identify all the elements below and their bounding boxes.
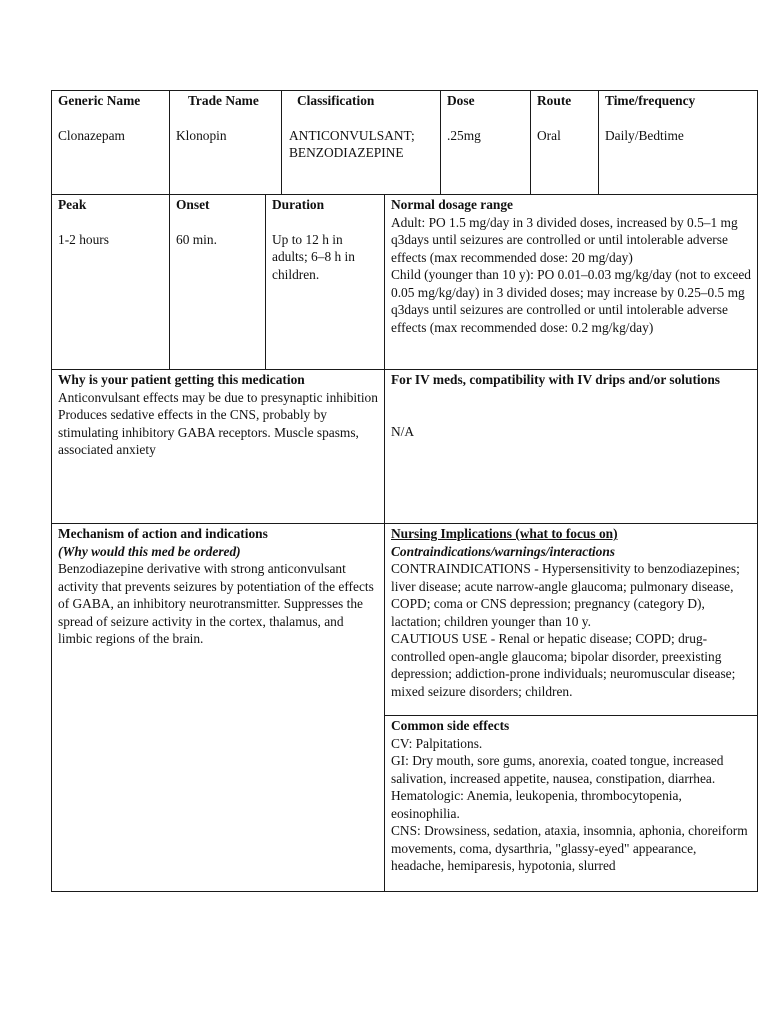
iv-compatibility-header: For IV meds, compatibility with IV drips and/or solutions [391,372,720,387]
mechanism-subheader: (Why would this med be ordered) [58,543,241,559]
peak-header: Peak [58,197,87,212]
nursing-implications-cell [384,523,758,716]
nursing-implications-subheader: Contraindications/warnings/interactions [391,543,615,559]
contraindications-text: CONTRAINDICATIONS - Hypersensitivity to benzodiazepines; liver disease; acute narrow-angle glaucoma; pulmonary disease, COPD; coma or CNS depression; pregnancy (category D), lactation; children younger than 10 y. [391,561,740,629]
generic-name-header: Generic Name [58,93,141,108]
side-effects-cv: CV: Palpitations. [391,735,483,751]
why-medication-header: Why is your patient getting this medication [58,372,305,387]
dose-cell [440,90,531,195]
onset-header: Onset [176,197,210,212]
side-effects-header: Common side effects [391,718,510,733]
onset-cell [169,194,266,370]
mechanism-text: Benzodiazepine derivative with strong anticonvulsant activity that prevents seizures by potentiation of the effects of GABA, an inhibitory neurotransmitter. Suppresses the spread of seizure activity in the cortex, thalamus, and limbic regions of the brain. [58,561,374,646]
route-header: Route [537,93,572,108]
side-effects-gi: GI: Dry mouth, sore gums, anorexia, coated tongue, increased salivation, increased appetite, nausea, constipation, diarrhea. [391,753,724,786]
classification-value-line2: BENZODIAZEPINE [289,145,404,160]
time-frequency-value: Daily/Bedtime [605,127,684,143]
time-frequency-header: Time/frequency [605,93,696,108]
side-effects-cell [384,715,758,892]
classification-cell [281,90,441,195]
normal-dosage-adult: Adult: PO 1.5 mg/day in 3 divided doses, increased by 0.5–1 mg q3days until seizures are controlled or until intolerable adverse effects (max recommended dose: 20 mg/day) [391,214,738,265]
dose-header: Dose [447,93,475,108]
route-value: Oral [537,127,561,143]
route-cell [530,90,599,195]
mechanism-header: Mechanism of action and indications [58,526,268,541]
generic-name-value: Clonazepam [58,127,125,143]
peak-cell [51,194,170,370]
normal-dosage-header: Normal dosage range [391,197,513,212]
duration-header: Duration [272,197,325,212]
duration-cell [265,194,385,370]
why-medication-cell [51,369,385,524]
side-effects-cns: CNS: Drowsiness, sedation, ataxia, insomnia, aphonia, choreiform movements, coma, dysarthria, "glassy-eyed" appearance, headache, hemiparesis, hypotonia, slurred [391,823,748,873]
normal-dosage-child: Child (younger than 10 y): PO 0.01–0.03 mg/kg/day (not to exceed 0.05 mg/kg/day) in 3 divided doses; may increase by 0.25–0.5 mg q3days until seizures are controlled or until intolerable adverse effects (max recommended dose: 0.2 mg/kg/day) [391,267,752,335]
nursing-implications-header: Nursing Implications (what to focus on) [391,526,618,541]
trade-name-value: Klonopin [176,127,227,143]
cautious-use-text: CAUTIOUS USE - Renal or hepatic disease; COPD; drug-controlled open-angle glaucoma; bipolar disorder, preexisting depression; addiction-prone individuals; neuromuscular disease; mixed seizure disorders; children. [391,631,736,699]
classification-value-line1: ANTICONVULSANT; [289,127,415,143]
mechanism-cell [51,523,385,892]
trade-name-header: Trade Name [188,93,259,108]
iv-compatibility-cell [384,369,758,524]
peak-value: 1-2 hours [58,231,109,247]
duration-value: Up to 12 h in adults; 6–8 h in children. [272,231,355,282]
why-medication-text: Anticonvulsant effects may be due to presynaptic inhibition Produces sedative effects in the CNS, probably by stimulating inhibitory GABA receptors. Muscle spasms, associated anxiety [58,389,378,457]
normal-dosage-cell [384,194,758,370]
side-effects-hematologic: Hematologic: Anemia, leukopenia, thrombocytopenia, eosinophilia. [391,788,682,821]
iv-compatibility-value: N/A [391,423,415,439]
generic-name-cell [51,90,170,195]
classification-header: Classification [297,93,375,108]
onset-value: 60 min. [176,231,217,247]
dose-value: .25mg [447,127,481,143]
trade-name-cell [169,90,282,195]
time-frequency-cell [598,90,758,195]
